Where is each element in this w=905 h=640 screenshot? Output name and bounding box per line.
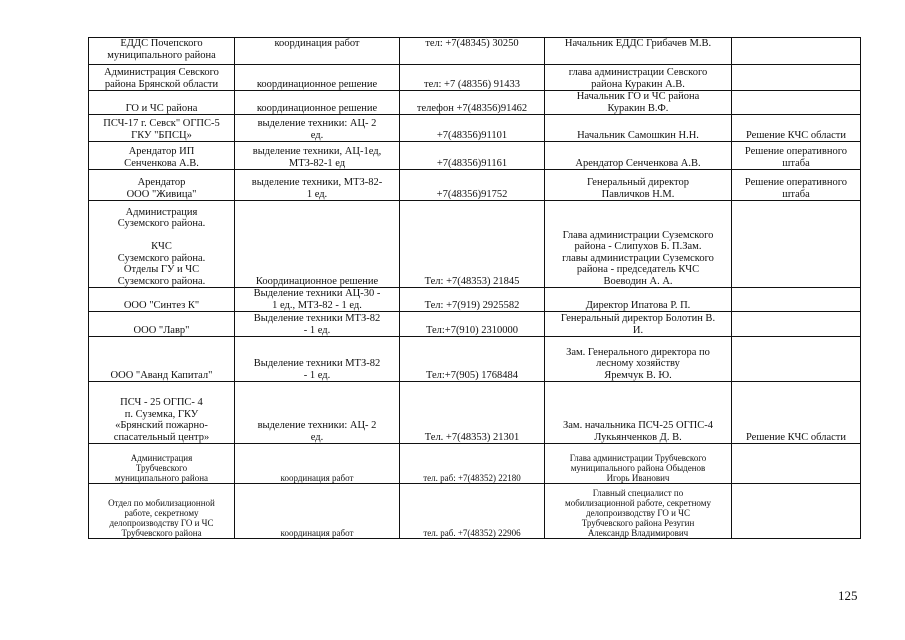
cell-line: Арендатор <box>137 177 186 188</box>
cell-line: тел: +7(48345) 30250 <box>425 38 519 49</box>
cell-line: работе, секретному <box>124 508 199 518</box>
action-cell <box>235 115 400 142</box>
cell-line: координационное решение <box>256 78 378 90</box>
basis-cell <box>732 65 861 91</box>
cell-line: Арендатор Сенченкова А.В. <box>575 157 701 169</box>
official-cell <box>545 170 732 201</box>
cell-line: п. Суземка, ГКУ <box>124 408 199 420</box>
cell-line: Выделение техники МТЗ-82 <box>253 358 381 369</box>
official-cell <box>545 288 732 312</box>
official-cell <box>545 484 732 539</box>
cell-line: Игорь Иванович <box>606 473 670 483</box>
table-row <box>89 312 861 337</box>
table-row <box>89 288 861 312</box>
action-cell <box>235 382 400 444</box>
action-cell <box>235 91 400 115</box>
cell-line: Администрация <box>130 453 193 463</box>
basis-cell <box>732 337 861 382</box>
table-row <box>89 382 861 444</box>
basis-cell <box>732 91 861 115</box>
official-cell <box>545 65 732 91</box>
cell-line: района - Слипухов Б. П.Зам. <box>574 241 702 252</box>
cell-line: Решение КЧС области <box>745 129 847 141</box>
cell-line: Генеральный директор <box>587 177 689 188</box>
cell-line: Решение оперативного <box>744 146 848 157</box>
cell-line: Александр Владимирович <box>587 528 689 538</box>
phone-cell <box>400 484 545 539</box>
cell-line: Сенченкова А.В. <box>124 157 199 169</box>
cell-line: ГО и ЧС района <box>125 102 198 114</box>
official-cell <box>545 115 732 142</box>
cell-line: Главный специалист по <box>592 488 684 498</box>
cell-line: Начальник ЕДДС Грибачев М.В. <box>564 38 712 49</box>
phone-cell <box>400 91 545 115</box>
official-cell <box>545 201 732 288</box>
phone-cell <box>400 382 545 444</box>
cell-line: ПСЧ-17 г. Севск" ОГПС-5 <box>103 118 220 129</box>
cell-line: Решение КЧС области <box>745 431 847 443</box>
basis-cell <box>732 201 861 288</box>
official-cell <box>545 312 732 337</box>
table-row <box>89 201 861 288</box>
table-row <box>89 115 861 142</box>
cell-line: спасательный центр» <box>113 431 210 443</box>
action-cell <box>235 65 400 91</box>
phone-cell <box>400 170 545 201</box>
cell-line: делопроизводству ГО и ЧС <box>109 518 214 528</box>
action-cell <box>235 38 400 65</box>
page-number: 125 <box>838 588 858 603</box>
cell-line: ед. <box>310 431 324 443</box>
cell-line: главы администрации Суземского <box>562 252 714 264</box>
table-row <box>89 484 861 539</box>
phone-cell <box>400 115 545 142</box>
cell-line: Трубчевского района Резугин <box>581 518 695 528</box>
cell-line: Зам. Генерального директора по <box>566 346 710 358</box>
cell-line: - 1 ед. <box>303 324 331 336</box>
action-cell <box>235 201 400 288</box>
action-cell <box>235 337 400 382</box>
phone-cell <box>400 444 545 484</box>
cell-line: муниципального района Обыденов <box>570 463 706 473</box>
organization-cell <box>89 382 235 444</box>
basis-cell <box>732 142 861 170</box>
table-row <box>89 91 861 115</box>
phone-cell <box>400 65 545 91</box>
cell-line: Воеводин А. А. <box>603 275 673 287</box>
basis-cell <box>732 288 861 312</box>
cell-line: Тел: +7(919) 2925582 <box>424 299 520 311</box>
organization-cell <box>89 201 235 288</box>
cell-line: Трубчевского <box>135 463 188 473</box>
cell-line: Тел:+7(905) 1768484 <box>425 369 519 381</box>
cell-line: Тел:+7(910) 2310000 <box>425 324 519 336</box>
basis-cell <box>732 312 861 337</box>
basis-cell <box>732 115 861 142</box>
cell-line: Лукьянченков Д. В. <box>594 431 682 443</box>
cell-line: Суземского района. <box>117 275 206 287</box>
cell-line: координационное решение <box>256 102 378 114</box>
basis-cell <box>732 170 861 201</box>
cell-line: района - председатель КЧС <box>576 264 700 275</box>
cell-line: +7(48356)91161 <box>436 157 508 169</box>
phone-cell <box>400 288 545 312</box>
cell-line: координация работ <box>280 473 354 483</box>
cell-line: Отдел по мобилизационной <box>108 498 215 508</box>
cell-line: телефон +7(48356)91462 <box>416 102 528 114</box>
official-cell <box>545 91 732 115</box>
basis-cell <box>732 484 861 539</box>
cell-line: +7(48356)91101 <box>436 129 508 141</box>
cell-line: ГКУ "БПСЦ» <box>131 129 192 141</box>
cell-line: ПСЧ - 25 ОГПС- 4 <box>120 397 203 408</box>
phone-cell <box>400 312 545 337</box>
official-cell <box>545 142 732 170</box>
cell-line: И. <box>632 324 644 336</box>
cell-line: Глава администрации Суземского <box>562 229 714 241</box>
table-row <box>89 142 861 170</box>
basis-cell <box>732 382 861 444</box>
cell-line: ООО "Синтез К" <box>123 299 200 311</box>
cell-line: лесному хозяйству <box>596 358 680 369</box>
cell-line: ЕДДС Почепского <box>120 38 203 49</box>
official-cell <box>545 337 732 382</box>
organization-cell <box>89 484 235 539</box>
cell-line: Зам. начальника ПСЧ-25 ОГПС-4 <box>563 420 713 431</box>
organization-cell <box>89 170 235 201</box>
cell-line: делопроизводству ГО и ЧС <box>585 508 691 518</box>
cell-line: выделение техники, АЦ-1ед, <box>252 146 382 157</box>
cell-line: «Брянский пожарно- <box>115 420 208 431</box>
organization-cell <box>89 38 235 65</box>
organization-cell <box>89 65 235 91</box>
action-cell <box>235 142 400 170</box>
cell-line: Выделение техники АЦ-30 - <box>253 288 381 299</box>
organization-cell <box>89 142 235 170</box>
phone-cell <box>400 337 545 382</box>
cell-line: Тел. +7(48353) 21301 <box>424 431 520 443</box>
basis-cell <box>732 444 861 484</box>
organization-cell <box>89 91 235 115</box>
phone-cell <box>400 38 545 65</box>
cell-line: района Куракин А.В. <box>591 78 685 90</box>
cell-line: Генеральный директор Болотин В. <box>560 313 716 324</box>
cell-line: ООО "Аванд Капитал" <box>110 369 213 381</box>
action-cell <box>235 288 400 312</box>
phone-cell <box>400 142 545 170</box>
cell-line: Администрация <box>125 206 198 218</box>
action-cell <box>235 484 400 539</box>
cell-line: выделение техники: АЦ- 2 <box>257 420 377 431</box>
cell-line: координация работ <box>274 38 360 49</box>
cell-line: тел. раб: +7(48352) 22180 <box>423 473 521 483</box>
cell-line: Координационное решение <box>255 275 379 287</box>
official-cell <box>545 38 732 65</box>
cell-line: Директор Ипатова Р. П. <box>585 299 691 311</box>
cell-line: Суземского района. <box>117 252 206 264</box>
action-cell <box>235 170 400 201</box>
cell-line: района Брянской области <box>104 78 219 90</box>
cell-line: Администрация Севского <box>104 67 219 78</box>
organization-cell <box>89 115 235 142</box>
contacts-table-body <box>89 38 861 539</box>
cell-line: ООО "Живица" <box>126 188 197 200</box>
cell-line: Тел: +7(48353) 21845 <box>424 275 520 287</box>
table-row <box>89 65 861 91</box>
cell-line: Павличков Н.М. <box>601 188 675 200</box>
cell-line: Куракин В.Ф. <box>607 102 669 114</box>
table-row <box>89 38 861 65</box>
organization-cell <box>89 288 235 312</box>
cell-line: Решение оперативного <box>744 177 848 188</box>
cell-line: мобилизационной работе, секретному <box>565 498 711 508</box>
cell-line: штаба <box>782 157 810 169</box>
organization-cell <box>89 337 235 382</box>
table-row <box>89 337 861 382</box>
cell-line: Арендатор ИП <box>128 146 195 157</box>
cell-line: Выделение техники МТЗ-82 <box>253 313 381 324</box>
action-cell <box>235 312 400 337</box>
phone-cell <box>400 201 545 288</box>
cell-line: тел. раб. +7(48352) 22906 <box>423 528 521 538</box>
table-row <box>89 170 861 201</box>
cell-line: ООО "Лавр" <box>133 324 190 336</box>
cell-line: муниципального района <box>107 49 216 61</box>
cell-line: штаба <box>782 188 810 200</box>
cell-line: МТЗ-82-1 ед <box>288 157 346 169</box>
cell-line: ед. <box>310 129 324 141</box>
cell-line: выделение техники: АЦ- 2 <box>257 118 377 129</box>
organization-cell <box>89 444 235 484</box>
cell-line: Трубчевского района <box>121 528 202 538</box>
cell-line: глава администрации Севского <box>568 67 708 78</box>
cell-line: Отделы ГУ и ЧС <box>123 264 200 275</box>
cell-line: тел: +7 (48356) 91433 <box>424 78 520 90</box>
cell-line: Суземского района. <box>117 218 206 229</box>
official-cell <box>545 382 732 444</box>
action-cell <box>235 444 400 484</box>
cell-line: координация работ <box>280 528 354 538</box>
basis-cell <box>732 38 861 65</box>
official-cell <box>545 444 732 484</box>
cell-line: 1 ед. <box>306 188 328 200</box>
cell-line: выделение техники, МТЗ-82- <box>251 177 383 188</box>
cell-line: муниципального района <box>114 473 209 483</box>
cell-line: КЧС <box>151 241 172 252</box>
cell-line: 1 ед., МТЗ-82 - 1 ед. <box>272 299 362 311</box>
table-row <box>89 444 861 484</box>
cell-line: +7(48356)91752 <box>436 188 508 200</box>
cell-line: Начальник ГО и ЧС района <box>576 91 700 102</box>
cell-line: - 1 ед. <box>303 369 331 381</box>
cell-line: Глава администрации Трубчевского <box>569 453 707 463</box>
cell-line: Яремчук В. Ю. <box>604 369 672 381</box>
cell-line <box>91 230 232 242</box>
contacts-table <box>88 37 861 539</box>
cell-line: Начальник Самошкин Н.Н. <box>577 129 699 141</box>
organization-cell <box>89 312 235 337</box>
